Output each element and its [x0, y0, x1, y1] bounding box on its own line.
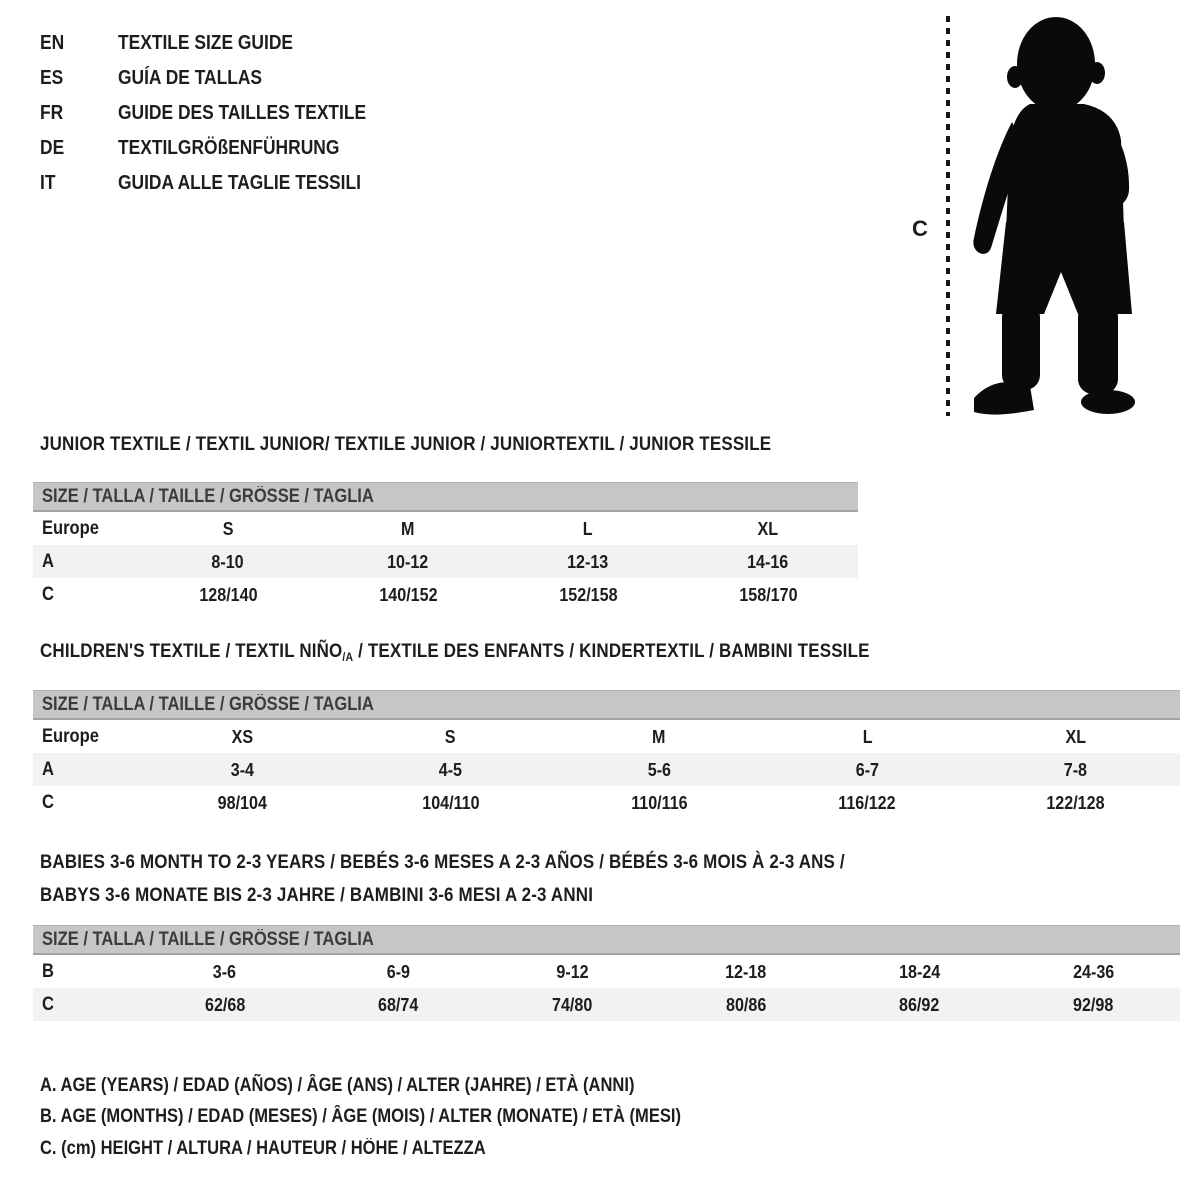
size-cell: L [583, 517, 593, 539]
value-cell: 116/122 [838, 791, 897, 813]
value-cell: 122/128 [1046, 791, 1105, 813]
value-cell: 12-18 [725, 960, 767, 982]
value-cell: 140/152 [378, 583, 438, 605]
language-label: GUIDA ALLE TAGLIE TESSILI [118, 172, 361, 194]
nino-a-subscript: /A [342, 650, 354, 664]
language-code: DE [40, 137, 65, 159]
language-code: IT [40, 172, 56, 194]
value-cell: 68/74 [378, 993, 419, 1015]
value-cell: 5-6 [647, 758, 671, 780]
size-cell: M [401, 517, 415, 539]
language-code: EN [40, 32, 65, 54]
value-cell: 6-9 [386, 960, 411, 982]
size-cell: S [445, 725, 456, 747]
size-cell: M [652, 725, 666, 747]
table-row-months [33, 955, 1180, 988]
size-header-bar: SIZE / TALLA / TAILLE / GRÖSSE / TAGLIA [33, 482, 858, 512]
value-cell: 12-13 [567, 550, 609, 572]
junior-section-title: JUNIOR TEXTILE / TEXTIL JUNIOR/ TEXTILE JUNIOR / JUNIORTEXTIL / JUNIOR TESSILE [40, 433, 772, 455]
babies-title-line2: BABYS 3-6 MONATE BIS 2-3 JAHRE / BAMBINI 3-6 MESI A 2-3 ANNI [40, 884, 594, 906]
value-cell: 152/158 [558, 583, 618, 605]
size-header-bar: SIZE / TALLA / TAILLE / GRÖSSE / TAGLIA [33, 925, 1180, 955]
row-label: Europe [42, 517, 99, 539]
table-row-age [33, 753, 1180, 786]
value-cell: 24-36 [1072, 960, 1114, 982]
value-cell: 158/170 [738, 583, 798, 605]
row-label: B [42, 960, 54, 982]
toddler-silhouette-icon [966, 14, 1138, 416]
value-cell: 6-7 [855, 758, 880, 780]
table-row-height [33, 786, 1180, 819]
size-cell: XL [1065, 725, 1087, 747]
row-label: Europe [42, 725, 99, 747]
legend [40, 1070, 777, 1165]
row-label: A [42, 758, 54, 780]
language-item [40, 131, 403, 166]
legend-line-a: A. AGE (YEARS) / EDAD (AÑOS) / ÂGE (ANS) / ALTER (JAHRE) / ETÀ (ANNI) [40, 1074, 635, 1096]
language-label: GUÍA DE TALLAS [118, 67, 263, 89]
language-code: ES [40, 67, 64, 89]
size-header-bar: SIZE / TALLA / TAILLE / GRÖSSE / TAGLIA [33, 690, 1180, 720]
language-item [40, 166, 403, 201]
babies-size-table [33, 925, 1180, 1021]
children-size-table [33, 690, 1180, 819]
row-label: C [42, 583, 54, 605]
height-measure-dashed-line [946, 16, 950, 416]
value-cell: 110/116 [630, 791, 688, 813]
row-label: C [42, 993, 54, 1015]
table-row-age [33, 545, 858, 578]
row-label: A [42, 550, 54, 572]
size-cell: XS [231, 725, 253, 747]
size-cell: S [222, 517, 234, 539]
height-measure-label: C [912, 216, 928, 241]
language-item [40, 26, 403, 61]
babies-title-line1: BABIES 3-6 MONTH TO 2-3 YEARS / BEBÉS 3-6 MESES A 2-3 AÑOS / BÉBÉS 3-6 MOIS À 2-3 ANS / [40, 851, 845, 873]
value-cell: 62/68 [204, 993, 245, 1015]
value-cell: 92/98 [1073, 993, 1114, 1015]
language-item [40, 61, 403, 96]
size-cell: L [862, 725, 873, 747]
language-label: TEXTILGRÖßENFÜHRUNG [118, 137, 340, 159]
value-cell: 14-16 [747, 550, 789, 572]
children-section-title: CHILDREN'S TEXTILE / TEXTIL $NIÑO_{/A}$ / TEXTILE DES ENFANTS / KINDERTEXTIL / BAMBINI TESSILE [40, 640, 870, 664]
language-list [40, 26, 403, 201]
value-cell: 104/110 [421, 791, 480, 813]
value-cell: 86/92 [899, 993, 940, 1015]
value-cell: 10-12 [387, 550, 429, 572]
language-label: TEXTILE SIZE GUIDE [118, 32, 293, 54]
language-label: GUIDE DES TAILLES TEXTILE [118, 102, 367, 124]
language-code: FR [40, 102, 64, 124]
value-cell: 98/104 [217, 791, 267, 813]
value-cell: 9-12 [556, 960, 589, 982]
value-cell: 18-24 [898, 960, 941, 982]
value-cell: 3-4 [230, 758, 254, 780]
babies-section-title [40, 846, 965, 912]
legend-line-c: C. (cm) HEIGHT / ALTURA / HAUTEUR / HÖHE / ALTEZZA [40, 1137, 486, 1159]
table-row-height [33, 988, 1180, 1021]
value-cell: 80/86 [725, 993, 766, 1015]
legend-line-b: B. AGE (MONTHS) / EDAD (MESES) / ÂGE (MOIS) / ALTER (MONATE) / ETÀ (MESI) [40, 1106, 681, 1128]
value-cell: 7-8 [1064, 758, 1088, 780]
value-cell: 74/80 [552, 993, 593, 1015]
junior-size-table [33, 482, 858, 611]
row-label: C [42, 791, 54, 813]
table-row-europe [33, 720, 1180, 753]
table-row-height [33, 578, 858, 611]
size-cell: XL [757, 517, 779, 539]
table-row-europe [33, 512, 858, 545]
value-cell: 128/140 [198, 583, 258, 605]
language-item [40, 96, 403, 131]
value-cell: 4-5 [438, 758, 463, 780]
value-cell: 3-6 [213, 960, 237, 982]
value-cell: 8-10 [211, 550, 245, 572]
